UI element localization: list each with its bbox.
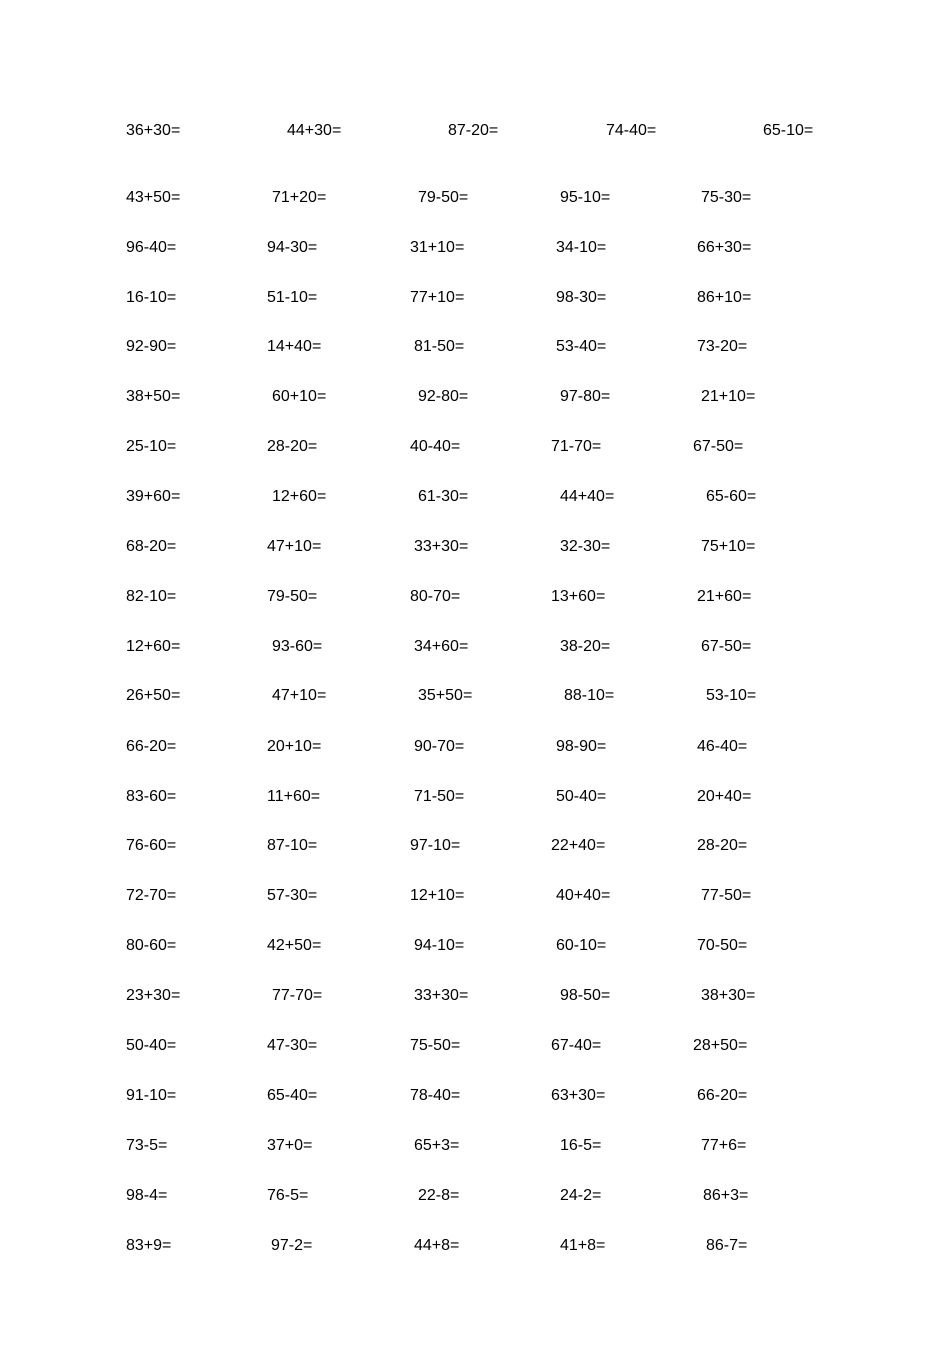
problem-row xyxy=(0,587,950,607)
arithmetic-problem: 34+60= xyxy=(414,638,469,655)
arithmetic-problem: 77+10= xyxy=(410,289,465,306)
arithmetic-problem: 66-20= xyxy=(126,738,177,755)
arithmetic-problem: 86+10= xyxy=(697,289,752,306)
arithmetic-problem: 37+0= xyxy=(267,1137,313,1154)
problem-row xyxy=(0,1186,950,1206)
arithmetic-problem: 20+40= xyxy=(697,788,752,805)
arithmetic-problem: 87-10= xyxy=(267,837,318,854)
arithmetic-problem: 26+50= xyxy=(126,687,181,704)
arithmetic-problem: 28+50= xyxy=(693,1037,748,1054)
arithmetic-problem: 91-10= xyxy=(126,1087,177,1104)
arithmetic-problem: 31+10= xyxy=(410,239,465,256)
arithmetic-problem: 74-40= xyxy=(606,122,657,139)
arithmetic-problem: 66-20= xyxy=(697,1087,748,1104)
arithmetic-problem: 96-40= xyxy=(126,239,177,256)
arithmetic-problem: 24-2= xyxy=(560,1187,602,1204)
arithmetic-problem: 36+30= xyxy=(126,122,181,139)
arithmetic-problem: 38+50= xyxy=(126,388,181,405)
problem-row xyxy=(0,637,950,657)
arithmetic-problem: 77+6= xyxy=(701,1137,747,1154)
problem-row xyxy=(0,121,950,141)
arithmetic-problem: 71+20= xyxy=(272,189,327,206)
arithmetic-problem: 33+30= xyxy=(414,987,469,1004)
problem-row xyxy=(0,787,950,807)
problem-row xyxy=(0,1136,950,1156)
arithmetic-problem: 40+40= xyxy=(556,887,611,904)
arithmetic-problem: 51-10= xyxy=(267,289,318,306)
arithmetic-problem: 22+40= xyxy=(551,837,606,854)
arithmetic-problem: 23+30= xyxy=(126,987,181,1004)
arithmetic-problem: 33+30= xyxy=(414,538,469,555)
arithmetic-problem: 60+10= xyxy=(272,388,327,405)
problem-row xyxy=(0,1036,950,1056)
arithmetic-problem: 80-60= xyxy=(126,937,177,954)
arithmetic-problem: 32-30= xyxy=(560,538,611,555)
arithmetic-problem: 86+3= xyxy=(703,1187,749,1204)
arithmetic-problem: 95-10= xyxy=(560,189,611,206)
arithmetic-problem: 92-80= xyxy=(418,388,469,405)
arithmetic-problem: 14+40= xyxy=(267,338,322,355)
arithmetic-problem: 76-5= xyxy=(267,1187,309,1204)
arithmetic-problem: 12+60= xyxy=(272,488,327,505)
arithmetic-problem: 87-20= xyxy=(448,122,499,139)
arithmetic-problem: 67-50= xyxy=(701,638,752,655)
arithmetic-problem: 34-10= xyxy=(556,239,607,256)
problem-row xyxy=(0,986,950,1006)
arithmetic-problem: 60-10= xyxy=(556,937,607,954)
arithmetic-problem: 97-2= xyxy=(271,1237,313,1254)
problem-row xyxy=(0,387,950,407)
arithmetic-problem: 12+10= xyxy=(410,887,465,904)
arithmetic-problem: 92-90= xyxy=(126,338,177,355)
problem-row xyxy=(0,886,950,906)
arithmetic-problem: 72-70= xyxy=(126,887,177,904)
arithmetic-problem: 16-5= xyxy=(560,1137,602,1154)
arithmetic-problem: 71-50= xyxy=(414,788,465,805)
arithmetic-problem: 47+10= xyxy=(272,687,327,704)
arithmetic-problem: 53-10= xyxy=(706,687,757,704)
problem-row xyxy=(0,737,950,757)
arithmetic-problem: 43+50= xyxy=(126,189,181,206)
arithmetic-problem: 75-50= xyxy=(410,1037,461,1054)
arithmetic-problem: 79-50= xyxy=(418,189,469,206)
arithmetic-problem: 73-20= xyxy=(697,338,748,355)
arithmetic-problem: 38-20= xyxy=(560,638,611,655)
arithmetic-problem: 98-50= xyxy=(560,987,611,1004)
arithmetic-problem: 66+30= xyxy=(697,239,752,256)
arithmetic-problem: 50-40= xyxy=(126,1037,177,1054)
arithmetic-problem: 83+9= xyxy=(126,1237,172,1254)
arithmetic-problem: 97-10= xyxy=(410,837,461,854)
problem-row xyxy=(0,487,950,507)
arithmetic-problem: 40-40= xyxy=(410,438,461,455)
arithmetic-problem: 82-10= xyxy=(126,588,177,605)
problem-row xyxy=(0,188,950,208)
arithmetic-problem: 80-70= xyxy=(410,588,461,605)
arithmetic-problem: 28-20= xyxy=(267,438,318,455)
arithmetic-problem: 16-10= xyxy=(126,289,177,306)
arithmetic-problem: 44+8= xyxy=(414,1237,460,1254)
arithmetic-problem: 67-50= xyxy=(693,438,744,455)
arithmetic-problem: 98-30= xyxy=(556,289,607,306)
problem-row xyxy=(0,238,950,258)
problem-row xyxy=(0,288,950,308)
arithmetic-problem: 77-50= xyxy=(701,887,752,904)
arithmetic-problem: 76-60= xyxy=(126,837,177,854)
arithmetic-problem: 98-90= xyxy=(556,738,607,755)
arithmetic-problem: 47-30= xyxy=(267,1037,318,1054)
problem-row xyxy=(0,686,950,706)
arithmetic-problem: 25-10= xyxy=(126,438,177,455)
arithmetic-problem: 63+30= xyxy=(551,1087,606,1104)
arithmetic-problem: 83-60= xyxy=(126,788,177,805)
arithmetic-problem: 53-40= xyxy=(556,338,607,355)
arithmetic-problem: 65-10= xyxy=(763,122,814,139)
problem-row xyxy=(0,1236,950,1256)
problem-row xyxy=(0,537,950,557)
arithmetic-problem: 81-50= xyxy=(414,338,465,355)
arithmetic-problem: 41+8= xyxy=(560,1237,606,1254)
arithmetic-problem: 97-80= xyxy=(560,388,611,405)
arithmetic-problem: 94-10= xyxy=(414,937,465,954)
arithmetic-problem: 44+30= xyxy=(287,122,342,139)
arithmetic-problem: 77-70= xyxy=(272,987,323,1004)
arithmetic-problem: 21+10= xyxy=(701,388,756,405)
arithmetic-problem: 39+60= xyxy=(126,488,181,505)
arithmetic-problem: 71-70= xyxy=(551,438,602,455)
arithmetic-problem: 93-60= xyxy=(272,638,323,655)
arithmetic-problem: 13+60= xyxy=(551,588,606,605)
arithmetic-problem: 47+10= xyxy=(267,538,322,555)
arithmetic-problem: 78-40= xyxy=(410,1087,461,1104)
arithmetic-problem: 35+50= xyxy=(418,687,473,704)
problem-row xyxy=(0,1086,950,1106)
arithmetic-problem: 98-4= xyxy=(126,1187,168,1204)
arithmetic-problem: 61-30= xyxy=(418,488,469,505)
arithmetic-problem: 11+60= xyxy=(267,788,321,805)
problem-row xyxy=(0,337,950,357)
arithmetic-problem: 70-50= xyxy=(697,937,748,954)
problem-row xyxy=(0,437,950,457)
arithmetic-problem: 57-30= xyxy=(267,887,318,904)
arithmetic-problem: 68-20= xyxy=(126,538,177,555)
arithmetic-problem: 75+10= xyxy=(701,538,756,555)
arithmetic-problem: 73-5= xyxy=(126,1137,168,1154)
arithmetic-problem: 90-70= xyxy=(414,738,465,755)
arithmetic-problem: 21+60= xyxy=(697,588,752,605)
problem-row xyxy=(0,936,950,956)
arithmetic-problem: 67-40= xyxy=(551,1037,602,1054)
arithmetic-problem: 65-40= xyxy=(267,1087,318,1104)
arithmetic-problem: 50-40= xyxy=(556,788,607,805)
problem-row xyxy=(0,836,950,856)
arithmetic-problem: 28-20= xyxy=(697,837,748,854)
arithmetic-problem: 46-40= xyxy=(697,738,748,755)
arithmetic-problem: 65-60= xyxy=(706,488,757,505)
arithmetic-problem: 94-30= xyxy=(267,239,318,256)
arithmetic-problem: 79-50= xyxy=(267,588,318,605)
arithmetic-problem: 20+10= xyxy=(267,738,322,755)
arithmetic-problem: 12+60= xyxy=(126,638,181,655)
arithmetic-problem: 22-8= xyxy=(418,1187,460,1204)
arithmetic-problem: 42+50= xyxy=(267,937,322,954)
arithmetic-problem: 75-30= xyxy=(701,189,752,206)
arithmetic-problem: 86-7= xyxy=(706,1237,748,1254)
arithmetic-problem: 88-10= xyxy=(564,687,615,704)
arithmetic-problem: 38+30= xyxy=(701,987,756,1004)
arithmetic-problem: 44+40= xyxy=(560,488,615,505)
arithmetic-problem: 65+3= xyxy=(414,1137,460,1154)
